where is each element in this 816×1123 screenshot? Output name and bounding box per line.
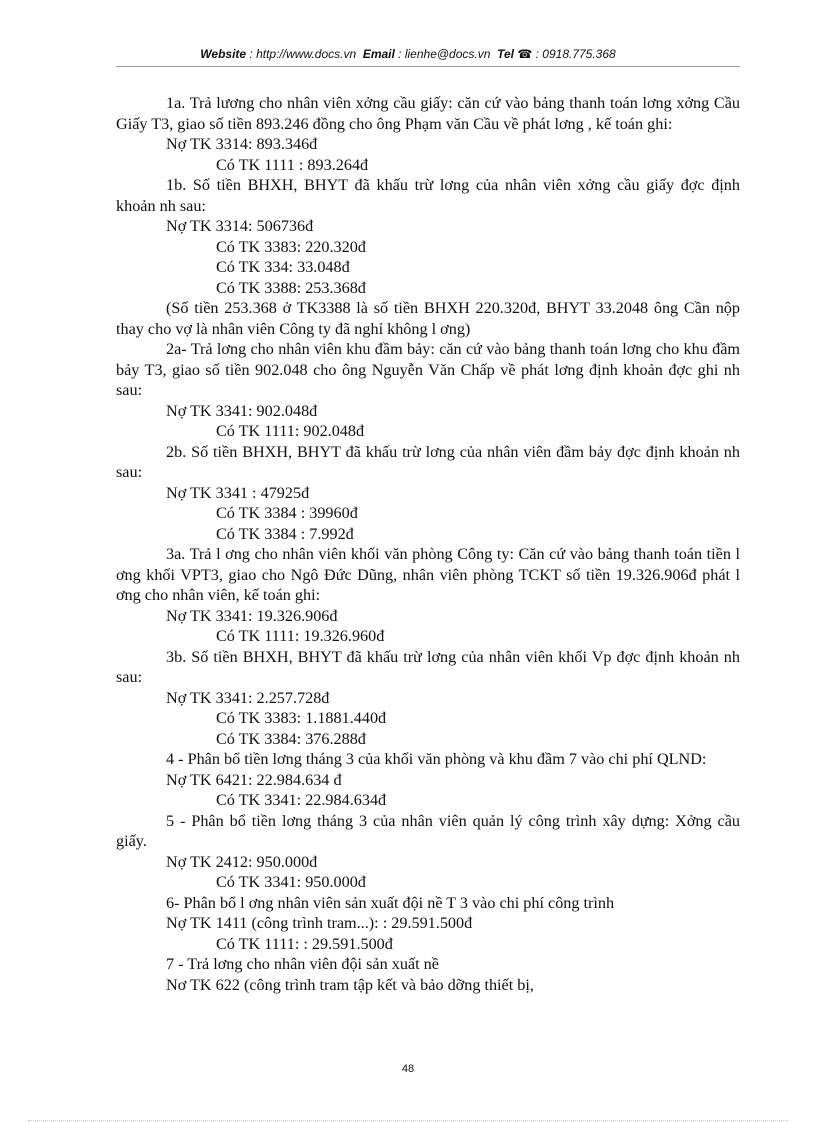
ledger-entry: Có TK 1111: 19.326.960đ [216,627,385,645]
ledger-entry: Nợ TK 3341 : 47925đ [166,483,310,502]
tel-label: Tel [497,47,514,61]
ledger-entry: Nợ TK 3341: 902.048đ [166,401,318,420]
paragraph: 7 - Trả lơng cho nhân viên đội sản xuất nề [166,955,439,973]
paragraph: 2a- Trả lơng cho nhân viên khu đầm bảy: căn cứ vào bảng thanh toán lơng cho khu đầm bảy T3, giao số tiền 902.048 cho ông Nguyễn Văn Chấp về phát lơng định khoản đợc ghi nh sau: [116,340,740,399]
website-value: : http://www.docs.vn [249,47,357,61]
ledger-entry: Nơ TK 622 (công trình tram tập kết và bảo dỡng thiết bị, [166,975,534,994]
ledger-entry: Có TK 3384 : 7.992đ [216,524,354,543]
paragraph: 2b. Số tiền BHXH, BHYT đã khấu trừ lơng của nhân viên đầm bảy đợc định khoản nh sau: [116,442,740,481]
paragraph: 3a. Trả l ơng cho nhân viên khối văn phòng Công ty: Căn cứ vào bảng thanh toán tiền l ơng khối VPT3, giao cho Ngô Đức Dũng, nhân viên phòng TCKT số tiền 19.326.906đ phát l ơng cho nhân viên, kế toán ghi: [116,545,740,604]
phone-icon: ☎ [517,47,533,61]
ledger-entry: Có TK 334: 33.048đ [216,258,350,276]
ledger-entry: Có TK 3384: 376.288đ [216,729,366,748]
ledger-entry: Có TK 3341: 22.984.634đ [216,791,387,809]
paragraph: 6- Phân bổ l ơng nhân viên sản xuất đội nề T 3 vào chi phí công trình [166,893,615,912]
ledger-entry: Có TK 3384 : 39960đ [216,504,358,522]
paragraph: 3b. Số tiền BHXH, BHYT đã khấu trừ lơng của nhân viên khối Vp đợc định khoản nh sau: [116,647,740,686]
ledger-entry: Có TK 3388: 253.368đ [216,278,366,297]
ledger-entry: Nợ TK 3341: 19.326.906đ [166,606,338,625]
paragraph: 1b. Số tiền BHXH, BHYT đã khấu trừ lơng của nhân viên xởng cầu giấy đợc định khoản nh sau: [116,176,740,215]
paragraph: 4 - Phân bổ tiền lơng tháng 3 của khối văn phòng và khu đầm 7 vào chi phí QLND: [166,750,707,768]
ledger-entry: Nợ TK 6421: 22.984.634 đ [166,770,342,789]
ledger-entry: Có TK 1111: : 29.591.500đ [216,934,393,953]
ledger-entry: Nợ TK 3314: 893.346đ [166,135,318,153]
email-label: Email [362,47,395,61]
ledger-entry: Có TK 3383: 1.1881.440đ [216,709,387,727]
ledger-entry: Nợ TK 3341: 2.257.728đ [166,688,330,707]
ledger-entry: Có TK 1111: 902.048đ [216,422,365,440]
paragraph: 1a. Trả lương cho nhân viên xởng cầu giấy: căn cứ vào bảng thanh toán lơng xởng Cầu Giấy T3, giao số tiền 893.246 đồng cho ông Phạm văn Cầu về phát lơng , kế toán ghi: [116,94,740,133]
ledger-entry: Nợ TK 1411 (công trình tram...): : 29.591.500đ [166,914,473,932]
ledger-entry: Nợ TK 2412: 950.000đ [166,852,318,871]
ledger-entry: Có TK 1111 : 893.264đ [216,155,369,174]
header-divider [116,66,740,67]
page-bottom-divider [28,1120,788,1121]
ledger-entry: Có TK 3341: 950.000đ [216,873,366,891]
paragraph: 5 - Phân bổ tiền lơng tháng 3 của nhân viên quản lý công trình xây dựng: Xởng cầu giấy. [116,811,740,850]
ledger-entry: Có TK 3383: 220.320đ [216,237,366,256]
email-value: : lienhe@docs.vn [398,47,491,61]
page-header [0,47,816,65]
paragraph: (Số tiền 253.368 ở TK3388 là số tiền BHXH 220.320đ, BHYT 33.2048 ông Cần nộp thay cho vợ là nhân viên Công ty đã nghỉ không l ơng) [116,299,740,338]
page-number: 48 [401,1063,415,1075]
ledger-entry: Nợ TK 3314: 506736đ [166,217,314,235]
tel-value: : 0918.775.368 [535,47,616,61]
document-body [116,93,740,995]
website-label: Website [200,47,247,61]
